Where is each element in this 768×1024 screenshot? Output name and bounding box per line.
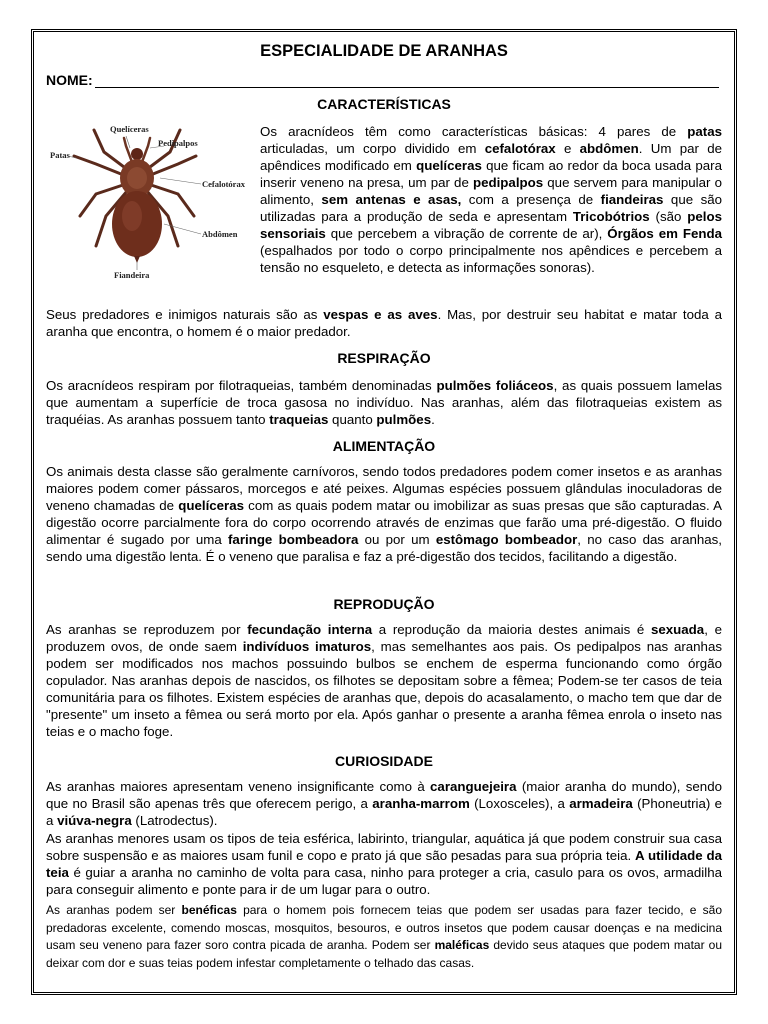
text-run: . Mas, por destruir seu habitat e matar toda a aranha que encontra, o homem é o maior predador.	[46, 307, 722, 339]
bold-term: fiandeiras	[600, 192, 664, 207]
text-run: que servem para manipular o alimento,	[260, 175, 722, 207]
text-run: (Loxosceles), a	[469, 796, 570, 811]
bold-term: aranha-marrom	[372, 796, 470, 811]
heading-alimentacao: ALIMENTAÇÃO	[332, 438, 436, 454]
text-run: com a presença de	[461, 192, 601, 207]
text-run: Os aracnídeos têm como características básicas: 4 pares de	[260, 124, 688, 139]
bold-term: cefalotórax	[484, 141, 556, 156]
bold-term: vespas e as aves	[323, 307, 438, 322]
name-blank-line[interactable]	[95, 73, 719, 88]
text-run: , as quais possuem lamelas que aumentam a superfície de troca gasosa no indivíduo. Nas aranhas, além das filotraqueias existem as traquéias. As aranhas possuem tanto	[46, 378, 723, 427]
text-run: que ficam ao redor da boca usada para inserir veneno na presa, um par de	[260, 158, 722, 190]
name-field[interactable]	[46, 72, 719, 88]
text-run: com as quais podem matar ou imobilizar as suas presas que são capturadas. A digestão ocorre parcialmente fora do corpo ocorrendo através de enzimas que farão uma pré-digestão. O fluido alimentar é sugado por uma	[46, 498, 722, 547]
diagram-label-fiandeira: Fiandeira	[114, 270, 150, 280]
text-run: As aranhas menores usam os tipos de teia esférica, labirinto, triangular, aquática já que podem construir sua casa sobre suspensão e as maiores usam funil e copo e prato já que são pesadas para sua própria teia.	[46, 831, 722, 863]
text-run: Os aracnídeos respiram por filotraqueias, também denominadas	[46, 378, 437, 393]
heading-reproducao: REPRODUÇÃO	[333, 596, 435, 612]
bold-term: maléficas	[434, 938, 490, 952]
paragraph-caracteristicas-1	[260, 123, 722, 276]
paragraph-alimentacao	[46, 463, 722, 565]
heading-curiosidade: CURIOSIDADE	[334, 753, 433, 769]
text-run: que percebem a vibração de corrente de ar),	[325, 226, 608, 241]
text-run: devido seus ataques que podem matar ou deixar com dor e suas teias podem infestar completamente o telhado das casas.	[46, 938, 722, 970]
bold-term: pulmões	[376, 412, 432, 427]
bold-term: pedipalpos	[472, 175, 544, 190]
text-run: a reprodução da maioria destes animais é	[372, 622, 651, 637]
bold-term: estômago bombeador	[435, 532, 578, 547]
text-run: Os animais desta classe são geralmente carnívoros, sendo todos predadores podem comer insetos e as aranhas maiores podem comer pássaros, morcegos e até peixes. Algumas espécies possuem glândulas inoculadoras de veneno chamadas de	[46, 464, 722, 513]
diagram-label-cefalotorax: Cefalotórax	[202, 179, 245, 189]
bold-term: pulmões foliáceos	[436, 378, 554, 393]
text-run: para o homem pois fornecem teias que podem ser usadas para fazer tecido, e são predadoras excelente, comendo moscas, mosquitos, besouros, e outros insetos que podem causar doenças e na medicina usam seu veneno para fazer soro contra picada de aranha. Podem ser	[46, 903, 723, 952]
diagram-label-abdomen: Abdômen	[202, 229, 238, 239]
bold-term: Tricobótrios	[572, 209, 650, 224]
text-run: As aranhas maiores apresentam veneno insignificante como à	[46, 779, 431, 794]
bold-term: faringe bombeadora	[228, 532, 359, 547]
text-run: ou por um	[358, 532, 436, 547]
bold-term: Órgãos em Fenda	[607, 226, 722, 241]
paragraph-curiosidade-2	[46, 830, 722, 898]
bold-term: abdômen	[579, 141, 639, 156]
page-title: ESPECIALIDADE DE ARANHAS	[260, 42, 508, 60]
bold-term: quelíceras	[178, 498, 245, 513]
bold-term: benéficas	[181, 903, 237, 917]
text-run: , e produzem ovos, de onde saem	[46, 622, 722, 654]
bold-term: quelíceras	[416, 158, 482, 173]
spider-anatomy-diagram	[46, 112, 256, 284]
text-run: As aranhas podem ser	[46, 903, 182, 917]
text-run: quanto	[328, 412, 377, 427]
bold-term: patas	[687, 124, 722, 139]
diagram-label-queliceras: Quelíceras	[110, 124, 149, 134]
bold-term: pelos sensoriais	[260, 209, 722, 241]
bold-term: caranguejeira	[430, 779, 517, 794]
text-run: , no caso das aranhas, sendo uma digestão lenta. É o veneno que paralisa e faz a pré-digestão dos tecidos, facilitando a digestão.	[46, 532, 722, 564]
text-run: (Phoneutria) e a	[46, 796, 722, 828]
text-run: , mas semelhantes aos pais. Os pedipalpos nas aranhas podem ser modificados nos machos possuindo bulbos se enchem de esperma funcionando como órgão copulador. Nas aranhas depois de nascidos, os filhotes se depositam sobre a fêmea; Podem-se ter casos de teia comunitária para os filhotes. Existem espécies de aranhas que, depois do acasalamento, o macho tem que dar de "presente" um inseto a fêmea ou será morto por ela. Após ganhar o presente a aranha fêmea enrola o inseto nas teias e o macho foge.	[46, 639, 722, 739]
paragraph-respiracao	[46, 377, 722, 428]
paragraph-curiosidade-3	[46, 902, 722, 972]
text-run: (espalhados por todo o corpo principalmente nos apêndices e percebem a tensão no esqueleto, e detecta as informações sonoras).	[260, 243, 722, 275]
text-run: .	[431, 412, 435, 427]
bold-term: traqueias	[269, 412, 329, 427]
text-run: que são utilizadas para a produção de seda e apresentam	[260, 192, 723, 224]
bold-term: fecundação interna	[247, 622, 373, 637]
diagram-label-patas: Patas	[50, 150, 70, 160]
diagram-label-pedipalpos: Pedipalpos	[158, 138, 198, 148]
text-run: . Um par de apêndices modificado em	[260, 141, 722, 173]
name-label: NOME:	[46, 72, 93, 88]
text-run: (Latrodectus).	[131, 813, 218, 828]
bold-term: A utilidade da teia	[46, 848, 722, 880]
text-run: (são	[649, 209, 688, 224]
text-run: articuladas, um corpo dividido em	[260, 141, 485, 156]
text-run: é guiar a aranha no caminho de volta para casa, ninho para proteger a cria, casulo para os ovos, armadilha para conseguir alimento e ponte para ir de um lugar para o outro.	[46, 865, 722, 897]
text-run: e	[555, 141, 580, 156]
bold-term: sem antenas e asas,	[321, 192, 462, 207]
text-run: (maior aranha do mundo), sendo que no Brasil são apenas três que oferecem perigo, a	[46, 779, 722, 811]
heading-caracteristicas: CARACTERÍSTICAS	[317, 96, 451, 112]
heading-respiracao: RESPIRAÇÃO	[337, 350, 431, 366]
bold-term: indivíduos imaturos	[242, 639, 372, 654]
paragraph-caracteristicas-2	[46, 306, 722, 340]
text-run: As aranhas se reproduzem por	[46, 622, 248, 637]
bold-term: armadeira	[569, 796, 633, 811]
paragraph-curiosidade-1	[46, 778, 722, 829]
text-run: Seus predadores e inimigos naturais são as	[46, 307, 324, 322]
bold-term: sexuada	[650, 622, 705, 637]
paragraph-reproducao	[46, 621, 722, 740]
bold-term: viúva-negra	[57, 813, 132, 828]
